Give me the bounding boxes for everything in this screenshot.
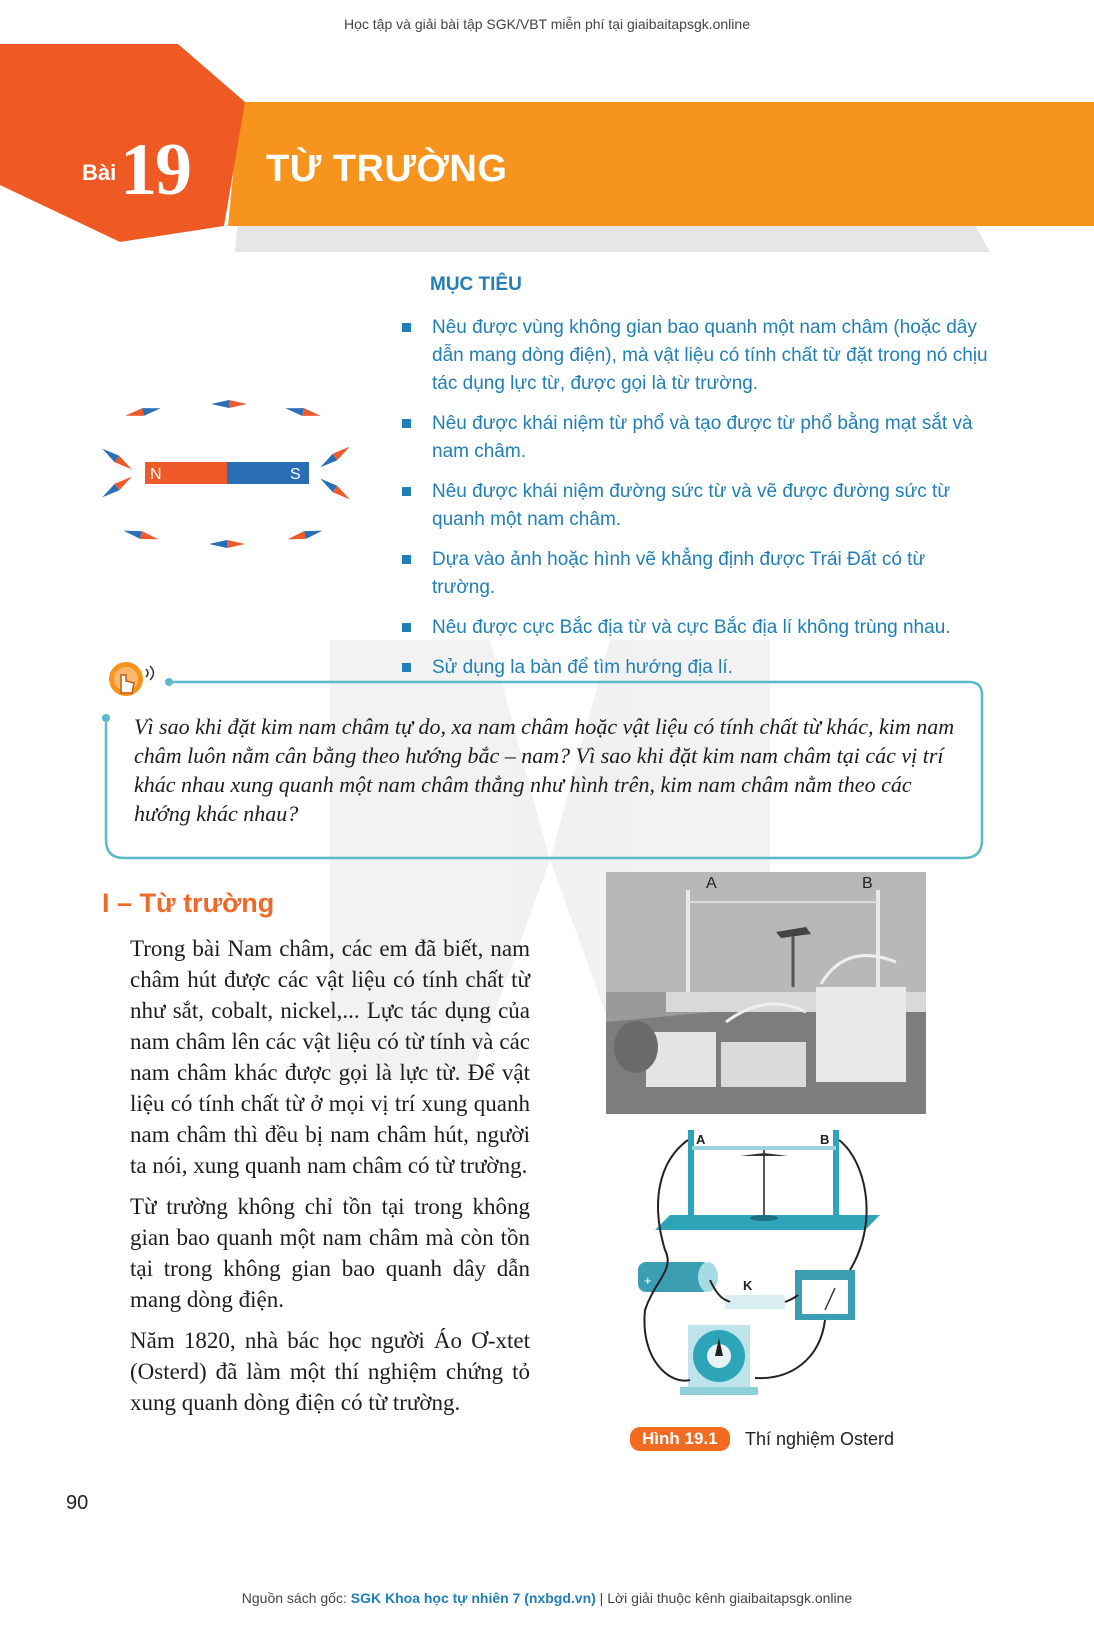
bullet-icon	[402, 663, 411, 672]
south-label: S	[290, 466, 301, 483]
objectives-list	[400, 314, 990, 694]
diagram-label-b: B	[820, 1132, 830, 1147]
objective-item: Nêu được khái niệm đường sức từ và vẽ được đường sức từ quanh một nam châm.	[400, 478, 990, 534]
bullet-icon	[402, 419, 411, 428]
objective-item: Dựa vào ảnh hoặc hình vẽ khẳng định được Trái Đất có từ trường.	[400, 546, 990, 602]
experiment-photo	[606, 872, 926, 1114]
experiment-diagram	[644, 1130, 900, 1410]
section-body	[130, 933, 530, 1428]
paragraph: Năm 1820, nhà bác học người Áo Ơ-xtet (Osterd) đã làm một thí nghiệm chứng tỏ xung quanh dòng điện có từ trường.	[130, 1328, 530, 1415]
page-number: 90	[66, 1492, 89, 1514]
paragraph: Từ trường không chỉ tồn tại trong không gian bao quanh một nam châm mà còn tồn tại trong không gian bao quanh dây dẫn mang dòng điện.	[130, 1194, 530, 1312]
section-title: I – Từ trường	[102, 888, 275, 918]
objectives-heading: MỤC TIÊU	[430, 274, 522, 295]
lesson-word: Bài	[82, 160, 117, 185]
photo-label-a: A	[706, 875, 717, 892]
diagram-label-a: A	[696, 1132, 706, 1147]
north-label: N	[150, 466, 162, 483]
bullet-icon	[402, 487, 411, 496]
figure-caption-badge: Hình 19.1	[630, 1427, 730, 1451]
paragraph: Trong bài Nam châm, các em đã biết, nam châm hút được các vật liệu có tính chất từ như sắt, cobalt, nickel,... Lực tác dụng của nam châm lên các vật liệu có từ tính và các nam châm khác được gọi là lực từ. Để vật liệu có tính chất từ ở mọi vị trí xung quanh nam châm thì đều bị nam châm hút, người ta nói, xung quanh nam châm có từ trường.	[130, 936, 530, 1178]
lesson-title: TỪ TRƯỜNG	[266, 148, 508, 190]
objective-item: Sử dụng la bàn để tìm hướng địa lí.	[400, 654, 990, 682]
lesson-number: 19	[120, 129, 190, 211]
diagram-label-k: K	[743, 1278, 753, 1293]
photo-label-b: B	[862, 875, 873, 892]
source-link[interactable]: SGK Khoa học tự nhiên 7 (nxbgd.vn)	[350, 1590, 596, 1606]
battery-plus-icon: +	[644, 1273, 652, 1288]
bar-magnet-figure	[95, 395, 375, 575]
bottom-note: Nguồn sách gốc: SGK Khoa học tự nhiên 7 (nxbgd.vn) | Lời giải thuộc kênh giaibaitapsgk.online	[241, 1590, 853, 1606]
bullet-icon	[402, 323, 411, 332]
bullet-icon	[402, 555, 411, 564]
bullet-icon	[402, 623, 411, 632]
figure-caption-text: Thí nghiệm Osterd	[745, 1429, 895, 1449]
objective-item: Nêu được cực Bắc địa từ và cực Bắc địa lí không trùng nhau.	[400, 614, 990, 642]
top-note: Học tập và giải bài tập SGK/VBT miễn phí tại giaibaitapsgk.online	[344, 16, 750, 32]
objective-item: Nêu được vùng không gian bao quanh một nam châm (hoặc dây dẫn mang dòng điện), mà vật liệu có tính chất từ đặt trong nó chịu tác dụng lực từ, được gọi là từ trường.	[400, 314, 990, 398]
objective-item: Nêu được khái niệm từ phổ và tạo được từ phổ bằng mạt sắt và nam châm.	[400, 410, 990, 466]
question-text: Vì sao khi đặt kim nam châm tự do, xa nam châm hoặc vật liệu có tính chất từ khác, kim nam châm luôn nằm cân bằng theo hướng bắc – nam? Vì sao khi đặt kim nam châm tại các vị trí khác nhau xung quanh một nam châm thẳng như hình trên, kim nam châm nằm theo các hướng khác nhau?	[134, 714, 955, 826]
